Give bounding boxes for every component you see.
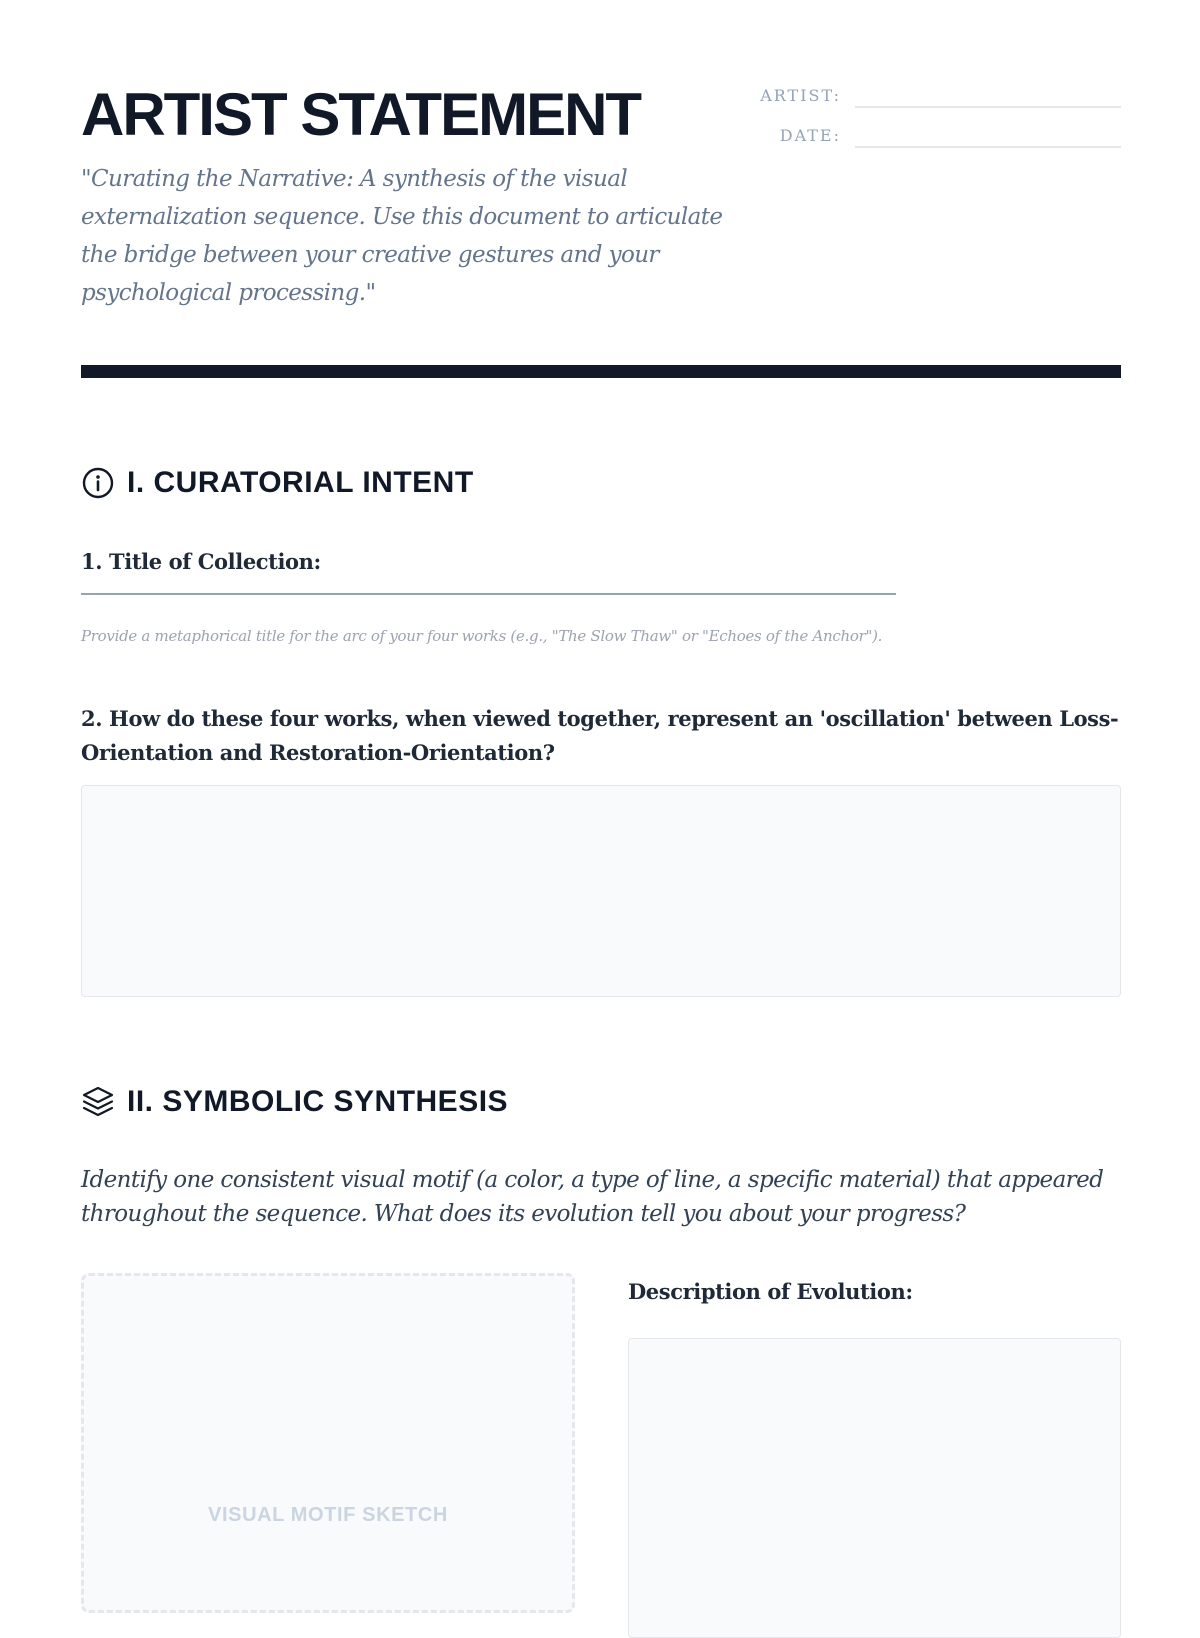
worksheet-page [81, 0, 1121, 1600]
document-title: ARTIST STATEMENT [81, 81, 641, 148]
date-row [741, 122, 1121, 146]
question-2-label: 2. How do these four works, when viewed together, represent an 'oscillation' between Loss-Orientation and Restoration-Orientation? [81, 706, 1119, 765]
section-title: II. SYMBOLIC SYNTHESIS [127, 1085, 509, 1118]
artist-row [741, 82, 1121, 106]
description-label: Description of Evolution: [628, 1279, 913, 1304]
document-subtitle: "Curating the Narrative: A synthesis of the visual externalization sequence. Use this document to articulate the bridge between your creative gestures and your psychological processing." [81, 166, 723, 306]
info-circle-icon [81, 466, 115, 500]
question-1-hint: Provide a metaphorical title for the arc of your four works (e.g., "The Slow Thaw" or "Echoes of the Anchor"). [81, 627, 883, 645]
date-label: DATE: [779, 126, 841, 145]
artist-label: ARTIST: [760, 86, 841, 105]
description-answer-box[interactable] [628, 1338, 1121, 1638]
header-divider [81, 365, 1121, 378]
visual-motif-sketch-area[interactable] [81, 1273, 575, 1613]
artist-date-fields [741, 82, 1121, 162]
artist-field[interactable] [855, 106, 1121, 108]
motif-prompt: Identify one consistent visual motif (a color, a type of line, a specific material) that appeared throughout the sequence. What does its evolution tell you about your progress? [81, 1167, 1104, 1227]
section-heading-curatorial-intent [81, 463, 474, 503]
collection-title-field[interactable] [81, 593, 896, 595]
sketch-area-label: VISUAL MOTIF SKETCH [208, 1504, 448, 1526]
section-heading-symbolic-synthesis [81, 1082, 508, 1122]
layers-stack-icon [81, 1085, 115, 1119]
date-field[interactable] [855, 146, 1121, 148]
oscillation-answer-box[interactable] [81, 785, 1121, 997]
question-1-label: 1. Title of Collection: [81, 549, 321, 574]
section-title: I. CURATORIAL INTENT [127, 466, 474, 499]
